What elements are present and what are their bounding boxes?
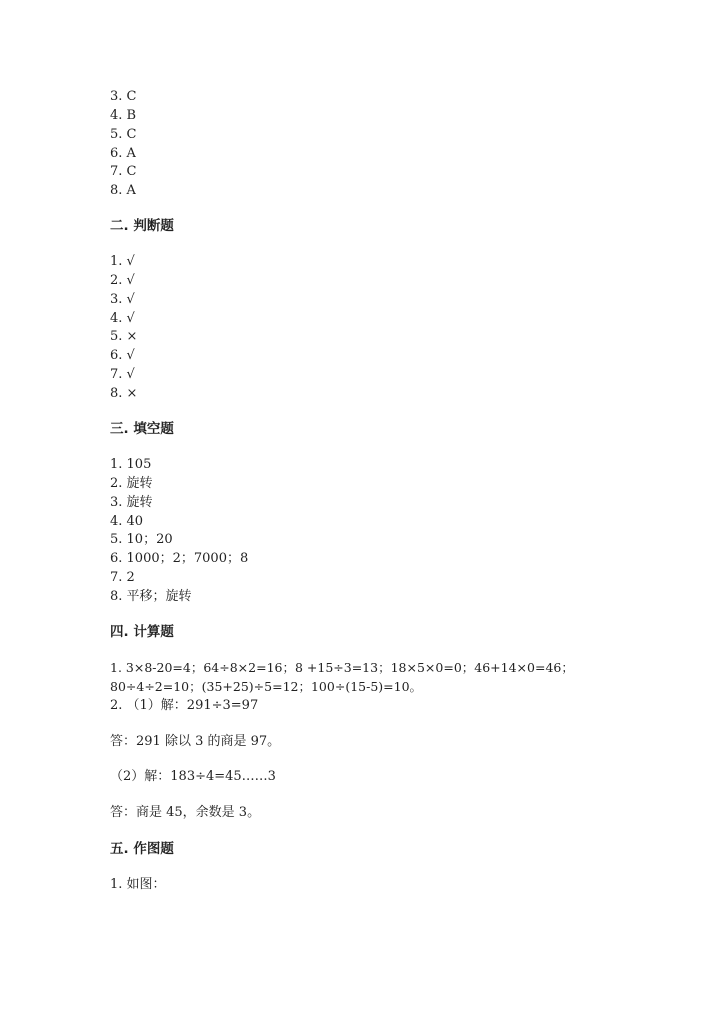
- answer-line: 5. ×: [110, 329, 138, 344]
- section-heading-fill-blank: 三. 填空题: [110, 421, 174, 437]
- answer-line: 4. √: [110, 311, 135, 326]
- answer-line: 5. 10；20: [110, 532, 173, 547]
- answer-line: 6. A: [110, 146, 136, 161]
- answer-line: 1. 105: [110, 457, 152, 472]
- answer-line: 8. ×: [110, 386, 138, 401]
- answer-line: 3. √: [110, 292, 135, 307]
- answer-line: 2. （1）解：291÷3=97: [110, 698, 259, 713]
- section-heading-calculation: 四. 计算题: [110, 624, 174, 640]
- answer-line: 7. √: [110, 367, 135, 382]
- answer-line: 3. C: [110, 89, 137, 104]
- answer-line: 2. √: [110, 273, 135, 288]
- answer-line: 4. 40: [110, 514, 144, 529]
- section-heading-judgment: 二. 判断题: [110, 218, 174, 234]
- answer-line: 3. 旋转: [110, 495, 153, 510]
- answer-line: 6. 1000；2；7000；8: [110, 551, 249, 566]
- answer-line: 7. C: [110, 164, 137, 179]
- answer-line: 6. √: [110, 348, 135, 363]
- answer-line: 答：291 除以 3 的商是 97。: [110, 734, 281, 749]
- answer-line: 7. 2: [110, 570, 135, 585]
- answer-line: （2）解：183÷4=45……3: [110, 769, 276, 784]
- answer-line: 5. C: [110, 127, 137, 142]
- answer-line: 1. √: [110, 254, 135, 269]
- answer-line: 1. 如图：: [110, 877, 166, 892]
- answer-line: 8. A: [110, 183, 136, 198]
- answer-line: 8. 平移；旋转: [110, 589, 192, 604]
- answer-line: 1. 3×8-20=4；64÷8×2=16；8 +15÷3=13；18×5×0=0；46+14×0=46；: [110, 660, 574, 675]
- answer-line: 4. B: [110, 108, 137, 123]
- answer-line: 2. 旋转: [110, 476, 153, 491]
- answer-line: 答：商是 45，余数是 3。: [110, 805, 261, 820]
- section-heading-drawing: 五. 作图题: [110, 841, 174, 857]
- answer-line: 80÷4÷2=10；(35+25)÷5=12；100÷(15-5)=10。: [110, 679, 423, 694]
